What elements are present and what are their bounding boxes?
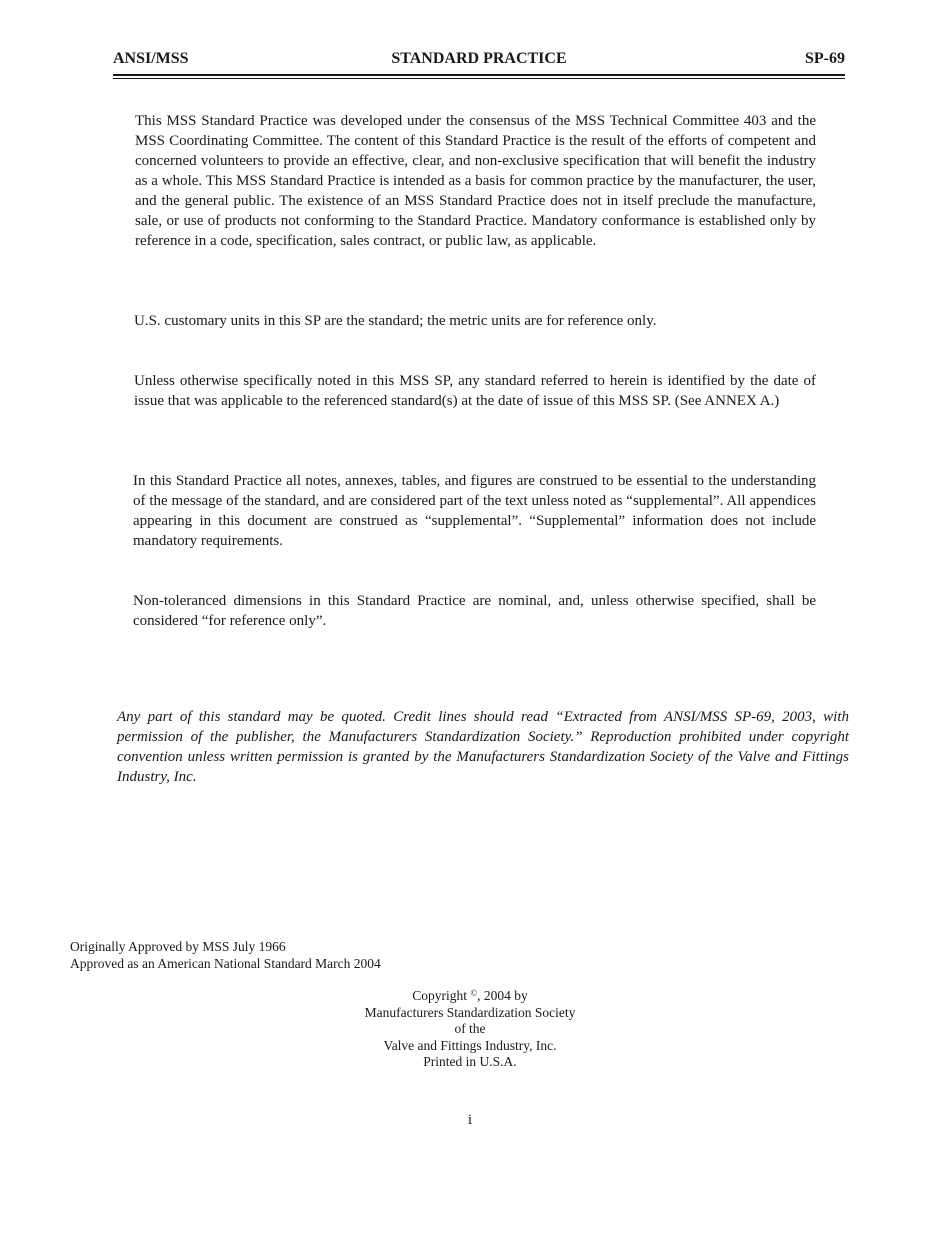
copyright-line [300,988,640,1005]
copyright-printed: Printed in U.S.A. [423,1054,517,1069]
header-org: ANSI/MSS [113,50,189,67]
copyright-industry: Valve and Fittings Industry, Inc. [383,1037,557,1053]
original-approval: Originally Approved by MSS July 1966 [70,939,286,954]
paragraph-supplemental: In this Standard Practice all notes, annexes, tables, and figures are construed to be essential to the understanding of the message of the standard, and are considered part of the text unless noted as “supplemental”. All appendices appearing in this document are construed as “supplemental”. “Supplemental” information does not include mandatory requirements. [133,473,816,549]
page-header [113,50,845,70]
page-number: i [467,1112,473,1128]
copyright-symbol: © [470,988,478,998]
copyright-publisher: Manufacturers Standardization Society [364,1004,576,1020]
copyright-of-the: of the [454,1021,486,1036]
quote-notice: Any part of this standard may be quoted. Credit lines should read “Extracted from ANSI/MSS SP-69, 2003, with permission of the publisher, the Manufacturers Standardization Society.” Reproduction prohibited under copyright convention unless written permission is granted by the Manufacturers Standardization Society of the Valve and Fittings Industry, Inc. [117,709,849,785]
header-rule-thin [113,78,845,79]
copyright-prefix: Copyright [412,988,467,1003]
header-rule-thick [113,74,845,76]
paragraph-dimensions: Non-toleranced dimensions in this Standard Practice are nominal, and, unless otherwise specified, shall be considered “for reference only”. [133,593,816,629]
copyright-block [300,988,640,1071]
paragraph-consensus: This MSS Standard Practice was developed under the consensus of the MSS Technical Committee 403 and the MSS Coordinating Committee. The content of this Standard Practice is the result of the efforts of competent and concerned volunteers to provide an effective, clear, and non-exclusive specification that will benefit the industry as a whole. This MSS Standard Practice is intended as a basis for common practice by the manufacturer, the user, and the general public. The existence of an MSS Standard Practice does not in itself preclude the manufacture, sale, or use of products not conforming to the Standard Practice. Mandatory conformance is established only by reference in a code, specification, sales contract, or public law, as applicable. [135,113,816,249]
ansi-approval: Approved as an American National Standard March 2004 [70,956,381,971]
paragraph-referenced-standards: Unless otherwise specifically noted in this MSS SP, any standard referred to herein is identified by the date of issue that was applicable to the referenced standard(s) at the date of issue of this MSS SP. (See ANNEX A.) [134,373,816,409]
header-title: STANDARD PRACTICE [391,50,567,67]
approval-history [70,938,381,972]
header-doc-id: SP-69 [805,50,845,67]
copyright-year: , 2004 by [477,988,528,1003]
paragraph-units: U.S. customary units in this SP are the standard; the metric units are for reference only. [134,313,657,329]
